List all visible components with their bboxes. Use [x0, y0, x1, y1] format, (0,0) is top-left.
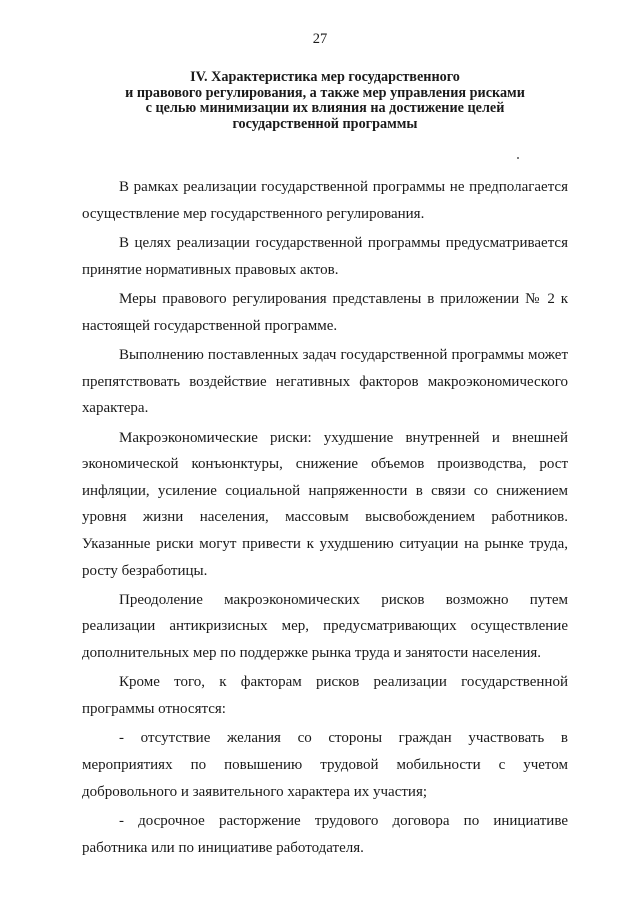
- heading-line: IV. Характеристика мер государственного: [190, 69, 460, 85]
- paragraph: В целях реализации государственной программы предусматривается принятие нормативных правовых актов.: [82, 234, 568, 278]
- page-number: 27: [312, 31, 328, 47]
- list-item: - отсутствие желания со стороны граждан участвовать в мероприятиях по повышению трудовой мобильности с учетом добровольного и заявительного характера их участия;: [82, 730, 568, 800]
- document-body: [82, 174, 568, 864]
- paragraph: Преодоление макроэкономических рисков возможно путем реализации антикризисных мер, предусматривающих осуществление дополнительных мер по поддержке рынка труда и занятости населения.: [82, 591, 568, 662]
- paragraph: Меры правового регулирования представлены в приложении № 2 к настоящей государственной программе.: [82, 290, 568, 334]
- heading-line: с целью минимизации их влияния на достижение целей: [145, 100, 505, 116]
- section-heading: [82, 70, 568, 132]
- list-item: - досрочное расторжение трудового договора по инициативе работника или по инициативе работодателя.: [82, 813, 568, 856]
- paragraph: Кроме того, к факторам рисков реализации государственной программы относятся:: [82, 674, 568, 718]
- heading-line: и правового регулирования, а также мер управления рисками: [125, 84, 525, 101]
- heading-line: государственной программы: [232, 115, 418, 132]
- scan-speck: [517, 157, 519, 159]
- paragraph: Макроэкономические риски: ухудшение внутренней и внешней экономической конъюнктуры, снижение объемов производства, рост инфляции, усиление социальной напряженности в связи со снижением уровня жизни населения, массовым высвобождением работников. Указанные риски могут привести к ухудшению ситуации на рынке труда, росту безработицы.: [82, 429, 568, 579]
- paragraph: Выполнению поставленных задач государственной программы может препятствовать воздействие негативных факторов макроэкономического характера.: [82, 346, 568, 417]
- paragraph: В рамках реализации государственной программы не предполагается осуществление мер государственного регулирования.: [82, 179, 568, 222]
